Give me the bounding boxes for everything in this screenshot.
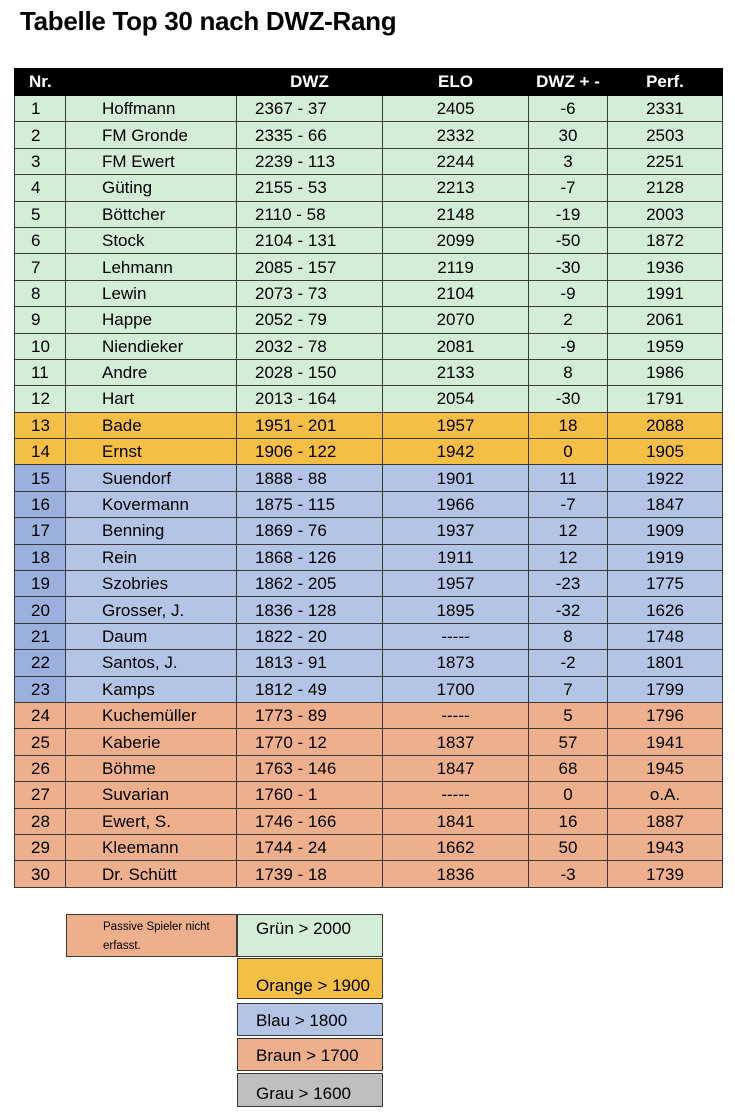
elo-cell: 1836 — [383, 861, 529, 887]
table-row — [15, 307, 723, 333]
elo-cell: 1966 — [383, 491, 529, 517]
rank-cell: 9 — [15, 307, 66, 333]
player-name-cell: Ernst — [66, 439, 237, 465]
elo-cell: ----- — [383, 623, 529, 649]
dwz-diff-cell: 8 — [529, 359, 608, 385]
performance-cell: 1936 — [608, 254, 723, 280]
player-name-cell: Kuchemüller — [66, 702, 237, 728]
dwz-cell: 2013 - 164 — [237, 386, 383, 412]
table-row — [15, 782, 723, 808]
table-row — [15, 491, 723, 517]
table-row — [15, 861, 723, 887]
elo-cell: 2213 — [383, 175, 529, 201]
table-row — [15, 254, 723, 280]
player-name-cell: Böttcher — [66, 201, 237, 227]
dwz-cell: 1813 - 91 — [237, 650, 383, 676]
legend-grey: Grau > 1600 — [237, 1073, 383, 1107]
performance-cell: 2331 — [608, 96, 723, 122]
rank-cell: 17 — [15, 518, 66, 544]
table-row — [15, 676, 723, 702]
rank-cell: 19 — [15, 571, 66, 597]
dwz-cell: 1862 - 205 — [237, 571, 383, 597]
elo-cell: 2119 — [383, 254, 529, 280]
elo-cell: 1957 — [383, 412, 529, 438]
dwz-cell: 1812 - 49 — [237, 676, 383, 702]
performance-cell: 1909 — [608, 518, 723, 544]
performance-cell: 1748 — [608, 623, 723, 649]
rank-cell: 7 — [15, 254, 66, 280]
elo-cell: 1662 — [383, 834, 529, 860]
performance-cell: 2003 — [608, 201, 723, 227]
rank-cell: 25 — [15, 729, 66, 755]
dwz-diff-cell: 12 — [529, 544, 608, 570]
header-perf: Perf. — [608, 69, 723, 96]
rank-cell: 30 — [15, 861, 66, 887]
player-name-cell: Santos, J. — [66, 650, 237, 676]
dwz-diff-cell: 18 — [529, 412, 608, 438]
legend-brown: Braun > 1700 — [237, 1038, 383, 1071]
dwz-cell: 2085 - 157 — [237, 254, 383, 280]
rank-cell: 20 — [15, 597, 66, 623]
player-name-cell: Kovermann — [66, 491, 237, 517]
elo-cell: 2133 — [383, 359, 529, 385]
rank-cell: 29 — [15, 834, 66, 860]
dwz-cell: 1869 - 76 — [237, 518, 383, 544]
legend-blue: Blau > 1800 — [237, 1003, 383, 1036]
elo-cell: 1942 — [383, 439, 529, 465]
player-name-cell: Andre — [66, 359, 237, 385]
rank-cell: 12 — [15, 386, 66, 412]
dwz-diff-cell: -9 — [529, 333, 608, 359]
table-header-row — [15, 69, 723, 96]
dwz-cell: 1744 - 24 — [237, 834, 383, 860]
performance-cell: 2503 — [608, 122, 723, 148]
table-row — [15, 412, 723, 438]
dwz-cell: 1868 - 126 — [237, 544, 383, 570]
table-row — [15, 227, 723, 253]
player-name-cell: Stock — [66, 227, 237, 253]
rank-cell: 4 — [15, 175, 66, 201]
rank-cell: 22 — [15, 650, 66, 676]
performance-cell: 1959 — [608, 333, 723, 359]
dwz-diff-cell: -23 — [529, 571, 608, 597]
performance-cell: 1991 — [608, 280, 723, 306]
player-name-cell: Hart — [66, 386, 237, 412]
rank-cell: 6 — [15, 227, 66, 253]
dwz-diff-cell: 50 — [529, 834, 608, 860]
dwz-diff-cell: -32 — [529, 597, 608, 623]
ranking-table — [14, 68, 723, 888]
dwz-diff-cell: 2 — [529, 307, 608, 333]
dwz-cell: 1822 - 20 — [237, 623, 383, 649]
player-name-cell: Kaberie — [66, 729, 237, 755]
performance-cell: 1796 — [608, 702, 723, 728]
header-nr: Nr. — [15, 69, 66, 96]
player-name-cell: Lewin — [66, 280, 237, 306]
dwz-diff-cell: 57 — [529, 729, 608, 755]
elo-cell: 1895 — [383, 597, 529, 623]
elo-cell: 1911 — [383, 544, 529, 570]
table-row — [15, 96, 723, 122]
dwz-cell: 1836 - 128 — [237, 597, 383, 623]
rank-cell: 15 — [15, 465, 66, 491]
table-row — [15, 386, 723, 412]
player-name-cell: Grosser, J. — [66, 597, 237, 623]
dwz-cell: 1906 - 122 — [237, 439, 383, 465]
elo-cell: 2104 — [383, 280, 529, 306]
rank-cell: 3 — [15, 148, 66, 174]
dwz-diff-cell: 12 — [529, 518, 608, 544]
player-name-cell: Lehmann — [66, 254, 237, 280]
elo-cell: 2332 — [383, 122, 529, 148]
table-row — [15, 755, 723, 781]
table-row — [15, 518, 723, 544]
performance-cell: 1986 — [608, 359, 723, 385]
dwz-diff-cell: 8 — [529, 623, 608, 649]
performance-cell: 2088 — [608, 412, 723, 438]
dwz-diff-cell: 16 — [529, 808, 608, 834]
player-name-cell: Bade — [66, 412, 237, 438]
elo-cell: 1873 — [383, 650, 529, 676]
dwz-diff-cell: -9 — [529, 280, 608, 306]
table-row — [15, 201, 723, 227]
dwz-cell: 2367 - 37 — [237, 96, 383, 122]
dwz-diff-cell: 5 — [529, 702, 608, 728]
dwz-diff-cell: 7 — [529, 676, 608, 702]
performance-cell: 1801 — [608, 650, 723, 676]
table-row — [15, 650, 723, 676]
elo-cell: 2081 — [383, 333, 529, 359]
table-row — [15, 702, 723, 728]
player-name-cell: Dr. Schütt — [66, 861, 237, 887]
performance-cell: 2251 — [608, 148, 723, 174]
performance-cell: 2128 — [608, 175, 723, 201]
elo-cell: 1957 — [383, 571, 529, 597]
table-row — [15, 544, 723, 570]
player-name-cell: Suvarian — [66, 782, 237, 808]
dwz-diff-cell: -50 — [529, 227, 608, 253]
rank-cell: 16 — [15, 491, 66, 517]
legend-green: Grün > 2000 — [237, 914, 383, 957]
dwz-cell: 2052 - 79 — [237, 307, 383, 333]
dwz-cell: 2032 - 78 — [237, 333, 383, 359]
player-name-cell: Güting — [66, 175, 237, 201]
dwz-diff-cell: -2 — [529, 650, 608, 676]
dwz-diff-cell: -7 — [529, 175, 608, 201]
performance-cell: 1945 — [608, 755, 723, 781]
dwz-cell: 1875 - 115 — [237, 491, 383, 517]
table-body — [15, 96, 723, 888]
table-row — [15, 175, 723, 201]
elo-cell: 1837 — [383, 729, 529, 755]
elo-cell: 1901 — [383, 465, 529, 491]
dwz-diff-cell: -6 — [529, 96, 608, 122]
rank-cell: 24 — [15, 702, 66, 728]
dwz-diff-cell: -30 — [529, 254, 608, 280]
rank-cell: 5 — [15, 201, 66, 227]
performance-cell: 1872 — [608, 227, 723, 253]
player-name-cell: Happe — [66, 307, 237, 333]
dwz-cell: 2110 - 58 — [237, 201, 383, 227]
legend-note: Passive Spieler nicht erfasst. — [66, 914, 237, 957]
header-dwz: DWZ — [237, 69, 383, 96]
rank-cell: 10 — [15, 333, 66, 359]
dwz-cell: 2335 - 66 — [237, 122, 383, 148]
header-elo: ELO — [383, 69, 529, 96]
table-row — [15, 834, 723, 860]
table-row — [15, 439, 723, 465]
player-name-cell: Suendorf — [66, 465, 237, 491]
header-name — [66, 69, 237, 96]
rank-cell: 28 — [15, 808, 66, 834]
table-row — [15, 571, 723, 597]
page-title: Tabelle Top 30 nach DWZ-Rang — [20, 6, 397, 36]
performance-cell: 1847 — [608, 491, 723, 517]
dwz-cell: 2104 - 131 — [237, 227, 383, 253]
table-row — [15, 465, 723, 491]
rank-cell: 27 — [15, 782, 66, 808]
player-name-cell: Kamps — [66, 676, 237, 702]
player-name-cell: Ewert, S. — [66, 808, 237, 834]
table-row — [15, 623, 723, 649]
performance-cell: o.A. — [608, 782, 723, 808]
dwz-diff-cell: 30 — [529, 122, 608, 148]
elo-cell: 1937 — [383, 518, 529, 544]
player-name-cell: Kleemann — [66, 834, 237, 860]
performance-cell: 2061 — [608, 307, 723, 333]
player-name-cell: Szobries — [66, 571, 237, 597]
rank-cell: 13 — [15, 412, 66, 438]
elo-cell: ----- — [383, 702, 529, 728]
performance-cell: 1775 — [608, 571, 723, 597]
player-name-cell: Rein — [66, 544, 237, 570]
performance-cell: 1791 — [608, 386, 723, 412]
dwz-cell: 1763 - 146 — [237, 755, 383, 781]
dwz-cell: 1746 - 166 — [237, 808, 383, 834]
table-row — [15, 729, 723, 755]
elo-cell: 2148 — [383, 201, 529, 227]
table-row — [15, 280, 723, 306]
dwz-cell: 1760 - 1 — [237, 782, 383, 808]
dwz-diff-cell: 0 — [529, 439, 608, 465]
rank-cell: 14 — [15, 439, 66, 465]
performance-cell: 1626 — [608, 597, 723, 623]
dwz-cell: 1770 - 12 — [237, 729, 383, 755]
performance-cell: 1887 — [608, 808, 723, 834]
player-name-cell: Böhme — [66, 755, 237, 781]
dwz-cell: 2028 - 150 — [237, 359, 383, 385]
table-row — [15, 808, 723, 834]
dwz-cell: 1888 - 88 — [237, 465, 383, 491]
dwz-diff-cell: -19 — [529, 201, 608, 227]
elo-cell: 1847 — [383, 755, 529, 781]
elo-cell: 2099 — [383, 227, 529, 253]
dwz-cell: 2073 - 73 — [237, 280, 383, 306]
dwz-diff-cell: -3 — [529, 861, 608, 887]
player-name-cell: Daum — [66, 623, 237, 649]
rank-cell: 18 — [15, 544, 66, 570]
player-name-cell: Hoffmann — [66, 96, 237, 122]
rank-cell: 8 — [15, 280, 66, 306]
dwz-cell: 2155 - 53 — [237, 175, 383, 201]
table-row — [15, 359, 723, 385]
dwz-diff-cell: -7 — [529, 491, 608, 517]
table-row — [15, 148, 723, 174]
elo-cell: 2070 — [383, 307, 529, 333]
header-dwz-diff: DWZ + - — [529, 69, 608, 96]
table-row — [15, 333, 723, 359]
player-name-cell: FM Gronde — [66, 122, 237, 148]
rank-cell: 21 — [15, 623, 66, 649]
elo-cell: 2405 — [383, 96, 529, 122]
performance-cell: 1799 — [608, 676, 723, 702]
performance-cell: 1739 — [608, 861, 723, 887]
player-name-cell: Benning — [66, 518, 237, 544]
legend-orange: Orange > 1900 — [237, 958, 383, 999]
rank-cell: 2 — [15, 122, 66, 148]
dwz-cell: 2239 - 113 — [237, 148, 383, 174]
elo-cell: ----- — [383, 782, 529, 808]
dwz-diff-cell: 11 — [529, 465, 608, 491]
elo-cell: 1841 — [383, 808, 529, 834]
table-row — [15, 597, 723, 623]
dwz-diff-cell: 68 — [529, 755, 608, 781]
rank-cell: 26 — [15, 755, 66, 781]
dwz-cell: 1739 - 18 — [237, 861, 383, 887]
player-name-cell: Niendieker — [66, 333, 237, 359]
elo-cell: 2054 — [383, 386, 529, 412]
dwz-diff-cell: 0 — [529, 782, 608, 808]
dwz-cell: 1773 - 89 — [237, 702, 383, 728]
performance-cell: 1922 — [608, 465, 723, 491]
rank-cell: 1 — [15, 96, 66, 122]
performance-cell: 1905 — [608, 439, 723, 465]
rank-cell: 11 — [15, 359, 66, 385]
player-name-cell: FM Ewert — [66, 148, 237, 174]
elo-cell: 2244 — [383, 148, 529, 174]
performance-cell: 1941 — [608, 729, 723, 755]
elo-cell: 1700 — [383, 676, 529, 702]
table-row — [15, 122, 723, 148]
dwz-diff-cell: 3 — [529, 148, 608, 174]
rank-cell: 23 — [15, 676, 66, 702]
performance-cell: 1943 — [608, 834, 723, 860]
performance-cell: 1919 — [608, 544, 723, 570]
dwz-cell: 1951 - 201 — [237, 412, 383, 438]
dwz-diff-cell: -30 — [529, 386, 608, 412]
